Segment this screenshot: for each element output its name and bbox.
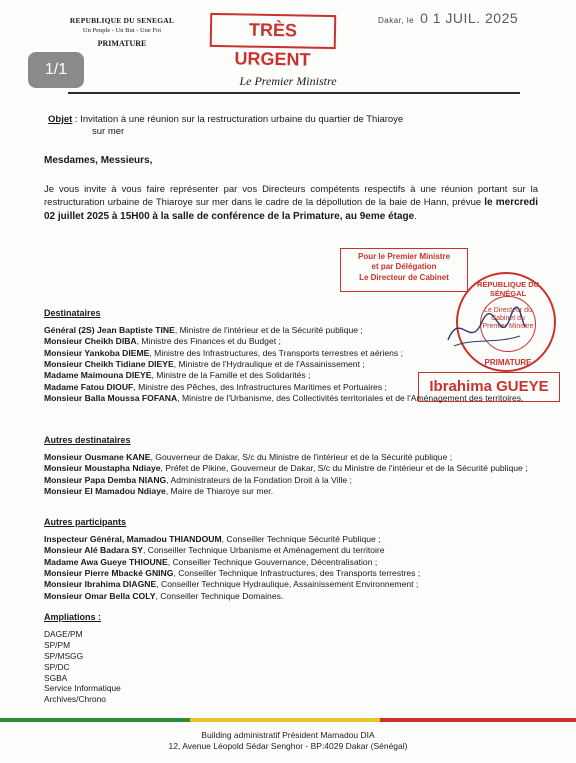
- other-recipient-item-name: Monsieur El Mamadou Ndiaye: [44, 485, 166, 496]
- participant-item-name: Monsieur Alé Badara SY: [44, 545, 144, 556]
- recipient-item-name: Monsieur Balla Moussa FOFANA: [44, 392, 178, 403]
- other-recipient-item: [44, 452, 564, 463]
- copies-list: [44, 629, 564, 705]
- recipient-item: [44, 359, 564, 370]
- copies-title: Ampliations :: [44, 612, 102, 622]
- other-recipients-section: [44, 435, 564, 497]
- recipient-item-name: Monsieur Cheikh Tidiane DIEYE: [44, 358, 174, 369]
- copy-item: SP/MSGG: [44, 650, 84, 661]
- object-text-line2: sur mer: [92, 125, 125, 137]
- other-recipient-item-name: Monsieur Moustapha Ndiaye: [44, 463, 161, 474]
- letterhead: [62, 16, 182, 49]
- salutation: Mesdames, Messieurs,: [44, 155, 153, 166]
- letter-object: [48, 114, 518, 138]
- signatory-name-stamp: Ibrahima GUEYE: [418, 372, 560, 402]
- participants-section: [44, 517, 564, 602]
- other-recipient-item-role: , Administrateurs de la Fondation Droit à la Ville ;: [166, 474, 352, 485]
- recipient-item-name: Général (2S) Jean Baptiste TINE: [44, 324, 175, 335]
- urgent-stamp: TRÈS URGENT: [210, 13, 337, 49]
- primature-label: PRIMATURE: [97, 38, 147, 48]
- header-divider: [68, 92, 520, 94]
- invitation-paragraph: [44, 184, 538, 223]
- copy-item: SP/DC: [44, 661, 70, 672]
- round-stamp-bottom: PRIMATURE: [484, 358, 532, 367]
- recipient-item-role: , Ministre de l'Urbanisme, des Collectivités territoriales et de l'Aménagement des territoires.: [177, 392, 524, 403]
- footer-line-1: Building administratif Président Mamadou DIA: [201, 730, 375, 740]
- copy-item: SGBA: [44, 672, 68, 683]
- copy-item: DAGE/PM: [44, 628, 83, 639]
- participant-item-role: , Conseiller Technique Domaines.: [155, 590, 284, 601]
- flag-color-divider: [0, 718, 576, 722]
- recipient-item: [44, 348, 564, 359]
- copy-item: Archives/Chrono: [44, 694, 106, 705]
- copy-item: Service Informatique: [44, 683, 121, 694]
- participant-item-role: , Conseiller Technique Gouvernance, Décentralisation ;: [167, 556, 378, 567]
- participant-item-name: Monsieur Pierre Mbacké GNING: [44, 567, 174, 578]
- recipient-item: [44, 382, 564, 393]
- recipient-item-role: , Ministre de l'intérieur et de la Sécurité publique ;: [174, 324, 363, 335]
- date-city: Dakar, le: [378, 16, 415, 25]
- other-recipients-title: Autres destinataires: [44, 435, 131, 445]
- participant-item-role: , Conseiller Technique Infrastructures, des Transports terrestres ;: [173, 567, 421, 578]
- participant-item-role: , Conseiller Technique Urbanisme et Aménagement du territoire: [143, 545, 385, 556]
- republic-title: REPUBLIQUE DU SENEGAL: [69, 16, 175, 25]
- object-label: Objet: [48, 114, 73, 125]
- national-motto: Un Peuple - Un But - Une Foi: [82, 27, 162, 35]
- meeting-details: le mercredi 02 juillet 2025 à 15H00 à la salle de conférence de la Primature, au 9eme étage: [44, 197, 538, 222]
- recipient-item-name: Monsieur Yankoba DIEME: [44, 347, 150, 358]
- recipient-item-role: , Ministre de la Famille et des Solidarités ;: [151, 370, 311, 381]
- participant-item-role: , Conseiller Technique Hydraulique, Assainissement Environnement ;: [156, 579, 419, 590]
- participant-item: [44, 545, 564, 556]
- delegation-line-3: Le Directeur de Cabinet: [359, 272, 449, 282]
- copy-item: SP/PM: [44, 639, 71, 650]
- participant-item-name: Monsieur Ibrahima DIAGNE: [44, 579, 157, 590]
- recipients-list: [44, 325, 564, 404]
- participant-item: [44, 557, 564, 568]
- recipient-item: [44, 325, 564, 336]
- recipients-section: [44, 308, 564, 404]
- object-text: : Invitation à une réunion sur la restructuration urbaine du quartier de Thiaroye: [74, 114, 404, 125]
- participant-item: [44, 579, 564, 590]
- delegation-line-1: Pour le Premier Ministre: [357, 252, 451, 261]
- office-title: Le Premier Ministre: [239, 74, 337, 88]
- recipient-item-role: , Ministre des Finances et du Budget ;: [136, 336, 281, 347]
- recipient-item-name: Monsieur Cheikh DIBA: [44, 336, 137, 347]
- copies-section: [44, 612, 564, 705]
- other-recipient-item: [44, 475, 564, 486]
- recipient-item-role: , Ministre des Infrastructures, des Transports terrestres et aériens ;: [149, 347, 404, 358]
- recipient-item: [44, 336, 564, 347]
- other-recipients-list: [44, 452, 564, 497]
- participant-item: [44, 591, 564, 602]
- participant-item-role: , Conseiller Technique Sécurité Publique ;: [221, 533, 381, 544]
- other-recipient-item-role: , Préfet de Pikine, Gouverneur de Dakar, S/c du Ministre de l'intérieur et de la Sécurité publique ;: [160, 463, 528, 474]
- participant-item: [44, 568, 564, 579]
- recipient-item: [44, 370, 564, 381]
- participant-item-name: Madame Awa Gueye THIOUNE: [44, 556, 168, 567]
- participants-list: [44, 534, 564, 602]
- letter-date: [378, 10, 518, 28]
- participant-item-name: Monsieur Omar Bella COLY: [44, 590, 156, 601]
- other-recipient-item-role: , Gouverneur de Dakar, S/c du Ministre de l'intérieur et de la Sécurité publique ;: [150, 451, 453, 462]
- other-recipient-item: [44, 486, 564, 497]
- date-value: 0 1 JUIL. 2025: [420, 10, 519, 26]
- recipient-item-name: Madame Fatou DIOUF: [44, 381, 134, 392]
- delegation-line-2: et par Délégation: [371, 262, 437, 272]
- other-recipient-item-role: , Maire de Thiaroye sur mer.: [165, 485, 274, 496]
- other-recipient-item-name: Monsieur Ousmane KANE: [44, 451, 151, 462]
- recipient-item-role: , Ministre des Pêches, des Infrastructures Maritimes et Portuaires ;: [133, 381, 387, 392]
- round-stamp-inner: Le Directeur du Cabinet du Premier Ministre: [480, 296, 536, 352]
- recipients-title: Destinataires: [44, 308, 101, 318]
- other-recipient-item-name: Monsieur Papa Demba NIANG: [44, 474, 167, 485]
- participant-item: [44, 534, 564, 545]
- participant-item-name: Inspecteur Général, Mamadou THIANDOUM: [44, 533, 222, 544]
- recipient-item: [44, 393, 564, 404]
- page-counter-badge[interactable]: 1/1: [28, 52, 84, 88]
- footer-line-2: 12, Avenue Léopold Sédar Senghor - BP:4029 Dakar (Sénégal): [168, 741, 408, 752]
- body-text-1: Je vous invite à vous faire représenter par vos Directeurs compétents respectifs à une réunion portant sur la restructuration urbaine de Thiaroye sur mer dans le cadre de la dépollution de la baie de Hann, prévue: [44, 184, 538, 209]
- round-stamp-top: RÉPUBLIQUE DU SÉNÉGAL: [476, 280, 540, 299]
- recipient-item-name: Madame Maimouna DIEYE: [44, 370, 152, 381]
- other-recipient-item: [44, 463, 564, 474]
- recipient-item-role: , Ministre de l'Hydraulique et de l'Assainissement ;: [173, 358, 365, 369]
- body-text-2: .: [414, 210, 417, 222]
- footer-address: [0, 730, 576, 753]
- participants-title: Autres participants: [44, 517, 127, 527]
- delegation-stamp: [340, 248, 468, 292]
